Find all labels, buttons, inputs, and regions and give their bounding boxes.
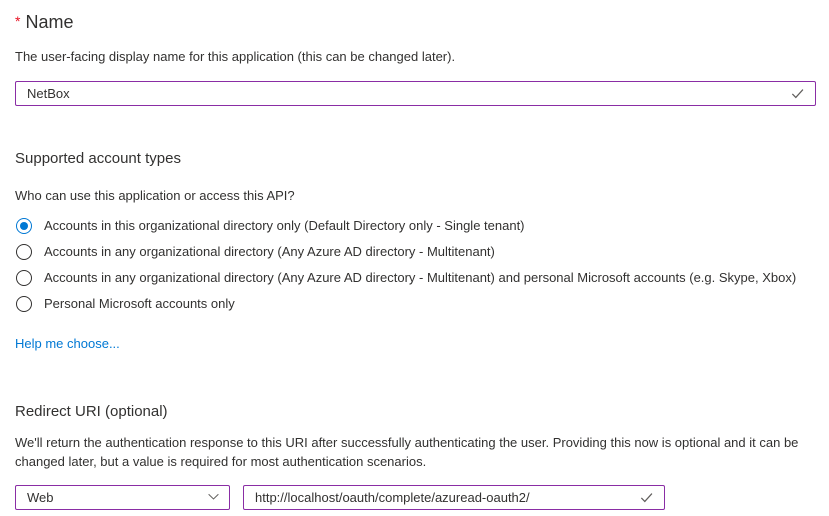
- platform-select[interactable]: [15, 485, 230, 510]
- required-asterisk: *: [15, 13, 21, 29]
- help-me-choose-link[interactable]: Help me choose...: [15, 336, 120, 351]
- radio-option-multitenant[interactable]: [15, 239, 816, 265]
- radio-button-icon: [16, 244, 32, 260]
- radio-option-multitenant-personal[interactable]: [15, 265, 816, 291]
- name-label: Name: [25, 12, 74, 32]
- account-types-radio-group: [15, 213, 816, 317]
- radio-button-icon: [16, 218, 32, 234]
- radio-option-personal-only[interactable]: [15, 291, 816, 317]
- radio-option-single-tenant[interactable]: [15, 213, 816, 239]
- platform-select-value: Web: [27, 490, 54, 505]
- name-input-wrap: [15, 81, 816, 106]
- chevron-down-icon: [207, 490, 220, 506]
- redirect-uri-input[interactable]: [243, 485, 665, 510]
- radio-button-icon: [16, 296, 32, 312]
- radio-option-label: Personal Microsoft accounts only: [44, 296, 235, 311]
- name-section-title: [15, 10, 816, 33]
- redirect-uri-heading: Redirect URI (optional): [15, 403, 168, 420]
- redirect-uri-description: We'll return the authentication response to this URI after successfully authenticating the user. Providing this now is optional and it can be changed later, but a value is required for most authentication scenarios.: [15, 435, 799, 469]
- redirect-uri-input-wrap: [243, 485, 665, 510]
- name-description: The user-facing display name for this application (this can be changed later).: [15, 49, 456, 64]
- name-input[interactable]: [15, 81, 816, 106]
- account-types-heading: Supported account types: [15, 150, 181, 167]
- radio-button-icon: [16, 270, 32, 286]
- radio-option-label: Accounts in any organizational directory (Any Azure AD directory - Multitenant) and personal Microsoft accounts (e.g. Skype, Xbox): [44, 270, 797, 285]
- redirect-uri-controls: [15, 485, 816, 510]
- account-types-question: Who can use this application or access this API?: [15, 188, 295, 203]
- radio-option-label: Accounts in this organizational directory only (Default Directory only - Single tenant): [44, 218, 525, 233]
- radio-option-label: Accounts in any organizational directory (Any Azure AD directory - Multitenant): [44, 244, 495, 259]
